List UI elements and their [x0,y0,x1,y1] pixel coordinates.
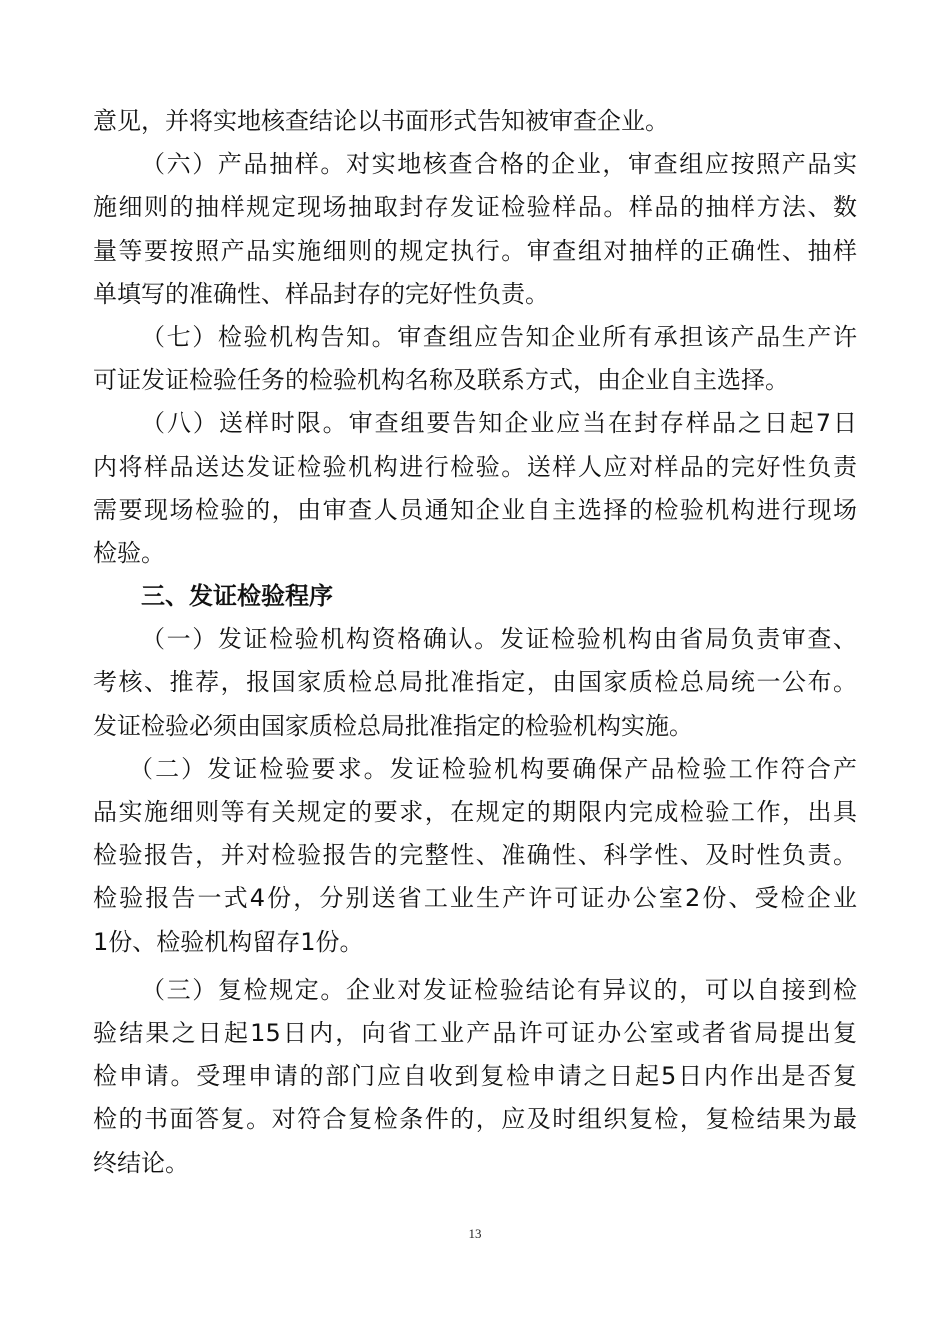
text-line: （七）检验机构告知。审查组应告知企业所有承担该产品生产许 [141,322,857,351]
text-line: 施细则的抽样规定现场抽取封存发证检验样品。样品的抽样方法、数 [93,193,857,222]
text-line: 考核、推荐，报国家质检总局批准指定，由国家质检总局统一公布。 [93,668,857,697]
text-line: 1份、检验机构留存1份。 [93,927,364,956]
text-line: 内将样品送达发证检验机构进行检验。送样人应对样品的完好性负责 [93,452,857,481]
body-text [93,100,857,1185]
text-line: 发证检验必须由国家质检总局批准指定的检验机构实施。 [93,711,693,740]
text-line: 需要现场检验的，由审查人员通知企业自主选择的检验机构进行现场 [93,495,857,524]
text-line: （三）复检规定。企业对发证检验结论有异议的，可以自接到检 [141,975,857,1004]
text-line: 单填写的准确性、样品封存的完好性负责。 [93,279,549,308]
text-line: 意见，并将实地核查结论以书面形式告知被审查企业。 [93,107,669,135]
text-line: 检验报告，并对检验报告的完整性、准确性、科学性、及时性负责。 [93,841,857,870]
page-number: 13 [468,1226,482,1241]
text-line: 检验。 [93,538,165,567]
text-line: （八）送样时限。审查组要告知企业应当在封存样品之日起7日 [141,409,857,438]
text-line: 检申请。受理申请的部门应自收到复检申请之日起5日内作出是否复 [93,1062,857,1091]
text-line: （六）产品抽样。对实地核查合格的企业，审查组应按照产品实 [141,150,857,179]
text-line: 可证发证检验任务的检验机构名称及联系方式，由企业自主选择。 [93,366,789,395]
text-line: 检验报告一式4份，分别送省工业生产许可证办公室2份、受检企业 [93,884,857,913]
text-line: 终结论。 [93,1148,189,1177]
text-line: 品实施细则等有关规定的要求，在规定的期限内完成检验工作，出具 [93,798,857,826]
text-line: 检的书面答复。对符合复检条件的，应及时组织复检，复检结果为最 [93,1105,857,1134]
text-line: 量等要按照产品实施细则的规定执行。审查组对抽样的正确性、抽样 [93,236,857,265]
text-line: （一）发证检验机构资格确认。发证检验机构由省局负责审查、 [141,625,857,654]
section-heading: 三、发证检验程序 [141,582,333,611]
text-line: （二）发证检验要求。发证检验机构要确保产品检验工作符合产 [129,754,857,783]
text-line: 验结果之日起15日内，向省工业产品许可证办公室或者省局提出复 [93,1018,857,1047]
